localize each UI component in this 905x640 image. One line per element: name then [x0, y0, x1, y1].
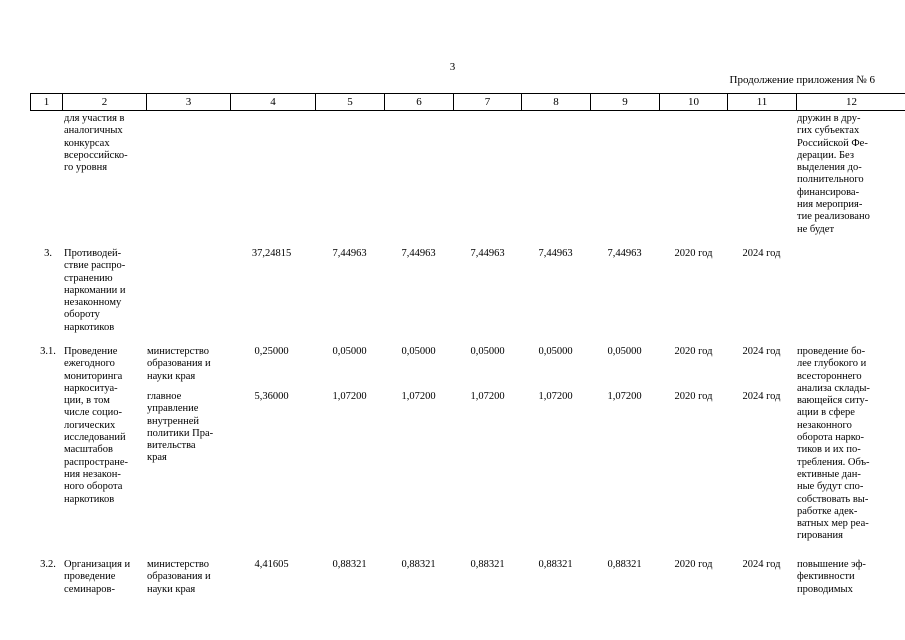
row-3-end: 2024 год — [742, 248, 781, 259]
row-3-2-name: Организация и проведение семинаров- — [64, 559, 131, 595]
row-3-1-b-start: 2020 год — [674, 391, 713, 402]
row-3-2-year5: 0,88321 — [607, 559, 642, 570]
row-3-start: 2020 год — [674, 248, 713, 259]
row-3-2-year2: 0,88321 — [401, 559, 436, 570]
header-col-2: 2 — [63, 94, 147, 111]
header-col-7: 7 — [454, 94, 522, 111]
header-col-8: 8 — [522, 94, 591, 111]
row-3-year3: 7,44963 — [470, 248, 505, 259]
row-3-number: 3. — [44, 248, 52, 259]
page-number: 3 — [449, 61, 456, 73]
row-3-2-result: повышение эф- фективности проводимых — [797, 559, 866, 595]
row-3-2-year3: 0,88321 — [470, 559, 505, 570]
row-3-2-total: 4,41605 — [254, 559, 289, 570]
header-col-11: 11 — [728, 94, 797, 111]
header-col-12: 12 — [797, 94, 905, 111]
row-3-1-a-year2: 0,05000 — [401, 346, 436, 357]
row-3-1-a-year1: 0,05000 — [332, 346, 367, 357]
row-3-name: Противодей- ствие распро- странению наркомании и незаконному обороту наркотиков — [64, 248, 126, 333]
column-number-header — [30, 93, 905, 111]
header-col-10: 10 — [660, 94, 728, 111]
header-col-4: 4 — [231, 94, 316, 111]
row-3-1-a-total: 0,25000 — [254, 346, 289, 357]
appendix-note: Продолжение приложения № 6 — [729, 74, 875, 86]
row-3-1-name: Проведение ежегодного мониторинга наркоситуа- ции, в том числе социо- логических исследований масштабов распростране- ния незакон- ного оборота наркотиков — [64, 346, 129, 505]
row-3-1-b-year2: 1,07200 — [401, 391, 436, 402]
row-3-year2: 7,44963 — [401, 248, 436, 259]
row-3-1-result: проведение бо- лее глубокого и всестороннего анализа склады- вающейся ситу- ации в сфере незаконного оборота нарко- тиков и их по- требления. Объ- ективные дан- ные будут спо- собствовать вы- работке адек- ватных мер реа- гирования — [797, 346, 870, 542]
header-col-6: 6 — [385, 94, 454, 111]
row-3-2-end: 2024 год — [742, 559, 781, 570]
row-3-2-number: 3.2. — [40, 559, 56, 570]
header-col-3: 3 — [147, 94, 231, 111]
row-3-total: 37,24815 — [251, 248, 292, 259]
continuation-name: для участия в аналогичных конкурсах всероссийско- го уровня — [64, 113, 128, 174]
row-3-1-b-executor: главное управление внутренней политики Пра- вительства края — [147, 391, 214, 464]
row-3-1-a-executor: министерство образования и науки края — [147, 346, 211, 382]
row-3-2-year4: 0,88321 — [538, 559, 573, 570]
row-3-1-a-year3: 0,05000 — [470, 346, 505, 357]
row-3-year4: 7,44963 — [538, 248, 573, 259]
row-3-1-b-total: 5,36000 — [254, 391, 289, 402]
row-3-1-b-end: 2024 год — [742, 391, 781, 402]
row-3-2-executor: министерство образования и науки края — [147, 559, 211, 595]
row-3-1-b-year3: 1,07200 — [470, 391, 505, 402]
header-col-9: 9 — [591, 94, 660, 111]
row-3-year5: 7,44963 — [607, 248, 642, 259]
row-3-2-year1: 0,88321 — [332, 559, 367, 570]
row-3-2-start: 2020 год — [674, 559, 713, 570]
row-3-1-b-year5: 1,07200 — [607, 391, 642, 402]
row-3-1-a-year4: 0,05000 — [538, 346, 573, 357]
continuation-result: дружин в дру- гих субъектах Российской Фе- дерации. Без выделения до- полнительного финансирова- ния мероприя- тие реализовано не будет — [797, 113, 870, 235]
header-col-5: 5 — [316, 94, 385, 111]
row-3-1-number: 3.1. — [40, 346, 56, 357]
row-3-1-a-start: 2020 год — [674, 346, 713, 357]
row-3-1-b-year1: 1,07200 — [332, 391, 367, 402]
row-3-1-a-end: 2024 год — [742, 346, 781, 357]
row-3-year1: 7,44963 — [332, 248, 367, 259]
row-3-1-b-year4: 1,07200 — [538, 391, 573, 402]
row-3-1-a-year5: 0,05000 — [607, 346, 642, 357]
header-col-1: 1 — [31, 94, 63, 111]
